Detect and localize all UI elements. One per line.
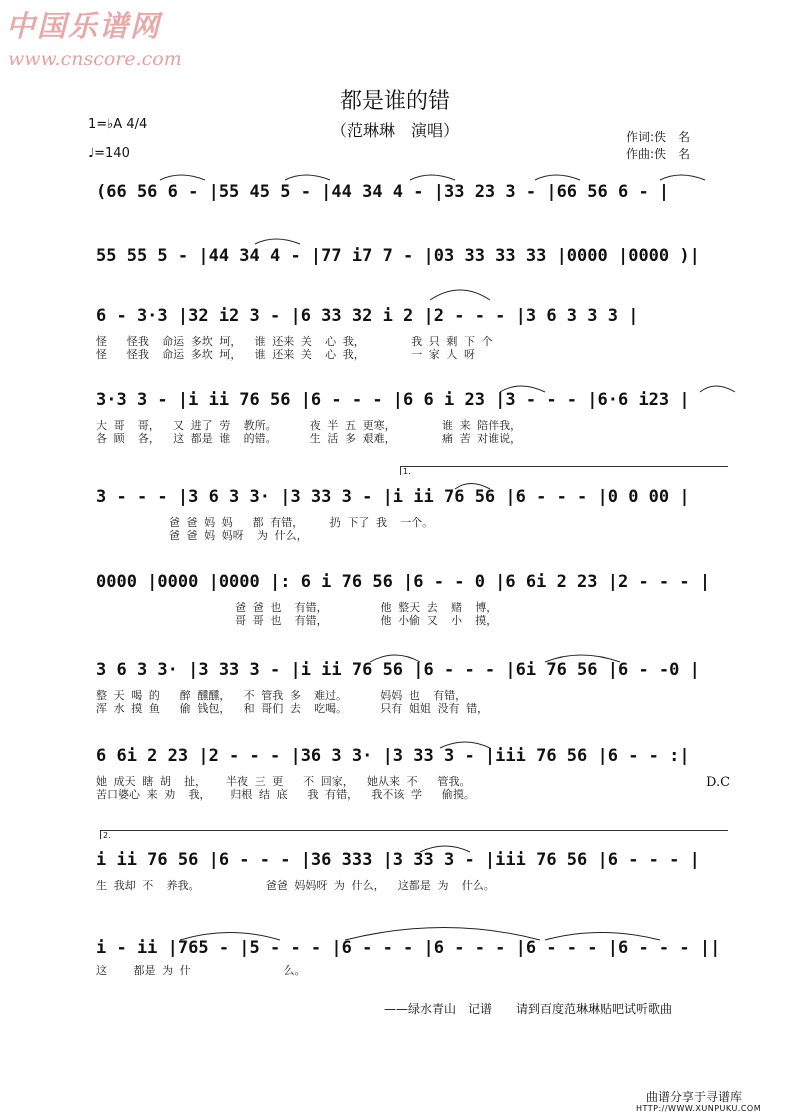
- watermark-url: www.cnscore.com: [8, 48, 182, 70]
- site-logo-text: 曲谱分享于寻谱库: [646, 1090, 743, 1104]
- first-ending-label: 1.: [403, 467, 411, 476]
- lyricist-credit: 作词:佚 名: [626, 130, 691, 144]
- notes: 0000 |0000 |0000 |: 6 i 76 56 |6 - - 0 |6 6i 2 23 |2 - - - |: [96, 572, 711, 592]
- lyrics-verse-2: 各 顾 各， 这 都是 谁 的错。 生 活 多 艰难， 痛 苦 对谁说，: [96, 432, 522, 445]
- second-ending-label: 2.: [103, 831, 111, 840]
- lyrics-verse-1: 怪 怪我 命运 多坎 坷， 谁 还来 关 心 我， 我 只 剩 下 个: [96, 335, 493, 348]
- transcriber-note: ——绿水青山 记谱 请到百度范琳琳贴吧试听歌曲: [384, 1002, 673, 1016]
- watermark-logo: 中国乐谱网: [6, 9, 162, 43]
- slur: [700, 386, 735, 392]
- slur: [455, 484, 490, 490]
- slur: [160, 175, 205, 180]
- lyrics-verse-2: 爸 爸 妈 妈呀 为 什么，: [96, 529, 308, 542]
- slur: [255, 239, 300, 244]
- composer-credit: 作曲:佚 名: [626, 147, 691, 161]
- lyrics-verse-2: 怪 怪我 命运 多坎 坷， 谁 还来 关 心 我， 一 家 人 呀: [96, 348, 475, 361]
- slur: [370, 655, 420, 662]
- lyrics-verse-1: 生 我却 不 养我。 爸爸 妈妈呀 为 什么， 这都是 为 什么。: [96, 879, 495, 892]
- slur: [660, 175, 705, 180]
- performer: （范琳琳 演唱）: [330, 121, 459, 140]
- slur: [430, 290, 490, 300]
- slur: [500, 386, 545, 392]
- lyrics-verse-1: 大 哥 哥， 又 进了 劳 教所。 夜 半 五 更寒， 谁 来 陪伴我，: [96, 419, 522, 432]
- notes: 6 - 3·3 |32 i2 3 - |6 33 32 i 2 |2 - - - |3 6 3 3 3 |: [96, 306, 639, 326]
- lyrics-verse-1: 整 天 喝 的 醉 醺醺， 不 管我 多 难过。 妈妈 也 有错，: [96, 689, 467, 702]
- notes: 3 - - - |3 6 3 3· |3 33 3 - |i ii 76 56 |6 - - - |0 0 00 |: [96, 487, 690, 507]
- slur: [545, 655, 620, 662]
- lyrics-verse-2: 哥 哥 也 有错， 他 小偷 又 小 摸，: [96, 614, 498, 627]
- slur: [345, 928, 540, 941]
- da-capo-mark: D.C: [706, 775, 731, 790]
- notes: 55 55 5 - |44 34 4 - |77 i7 7 - |03 33 33 33 |0000 |0000 )|: [96, 246, 700, 266]
- slur: [410, 175, 455, 180]
- slur: [440, 742, 490, 748]
- notes: 3 6 3 3· |3 33 3 - |i ii 76 56 |6 - - - |6i 76 56 |6 - -0 |: [96, 660, 700, 680]
- slur: [420, 846, 470, 852]
- slur: [535, 175, 580, 180]
- site-logo-url: HTTP://WWW.XUNPUKU.COM: [636, 1104, 762, 1113]
- notes: 3·3 3 - |i ii 76 56 |6 - - - |6 6 i 23 |3 - - - |6·6 i23 |: [96, 390, 690, 410]
- lyrics-verse-2: 浑 水 摸 鱼 偷 钱包， 和 哥们 去 吃喝。 只有 姐姐 没有 错，: [96, 702, 489, 715]
- song-title: 都是谁的错: [339, 89, 450, 114]
- key-signature: 1=♭A 4/4: [88, 117, 148, 132]
- lyrics-verse-2: 苦口婆心 来 劝 我， 归根 结 底 我 有错， 我不该 学 偷摸。: [96, 788, 475, 801]
- lyrics-verse-1: 爸 爸 也 有错， 他 整天 去 赌 博，: [96, 601, 498, 614]
- lyrics-verse-1: 爸 爸 妈 妈 都 有错， 扔 下了 我 一个。: [96, 516, 434, 529]
- slur: [545, 933, 660, 941]
- notes: 6 6i 2 23 |2 - - - |36 3 3· |3 33 3 - |iii 76 56 |6 - - :|: [96, 746, 690, 766]
- slur: [285, 175, 330, 180]
- slur: [180, 933, 280, 941]
- notes: i - ii |765 - |5 - - - |6 - - - |6 - - - |6 - - - |6 - - - ||: [96, 938, 721, 958]
- lyrics-verse-1: 她 成天 瞎 胡 扯， 半夜 三 更 不 回家， 她从来 不 管我。: [96, 775, 471, 788]
- notes: (66 56 6 - |55 45 5 - |44 34 4 - |33 23 3 - |66 56 6 - |: [96, 182, 670, 202]
- tempo-marking: ♩=140: [88, 146, 130, 161]
- notes: i ii 76 56 |6 - - - |36 333 |3 33 3 - |iii 76 56 |6 - - - |: [96, 850, 700, 870]
- lyrics-verse-1: 这 都是 为 什 么。: [96, 964, 306, 977]
